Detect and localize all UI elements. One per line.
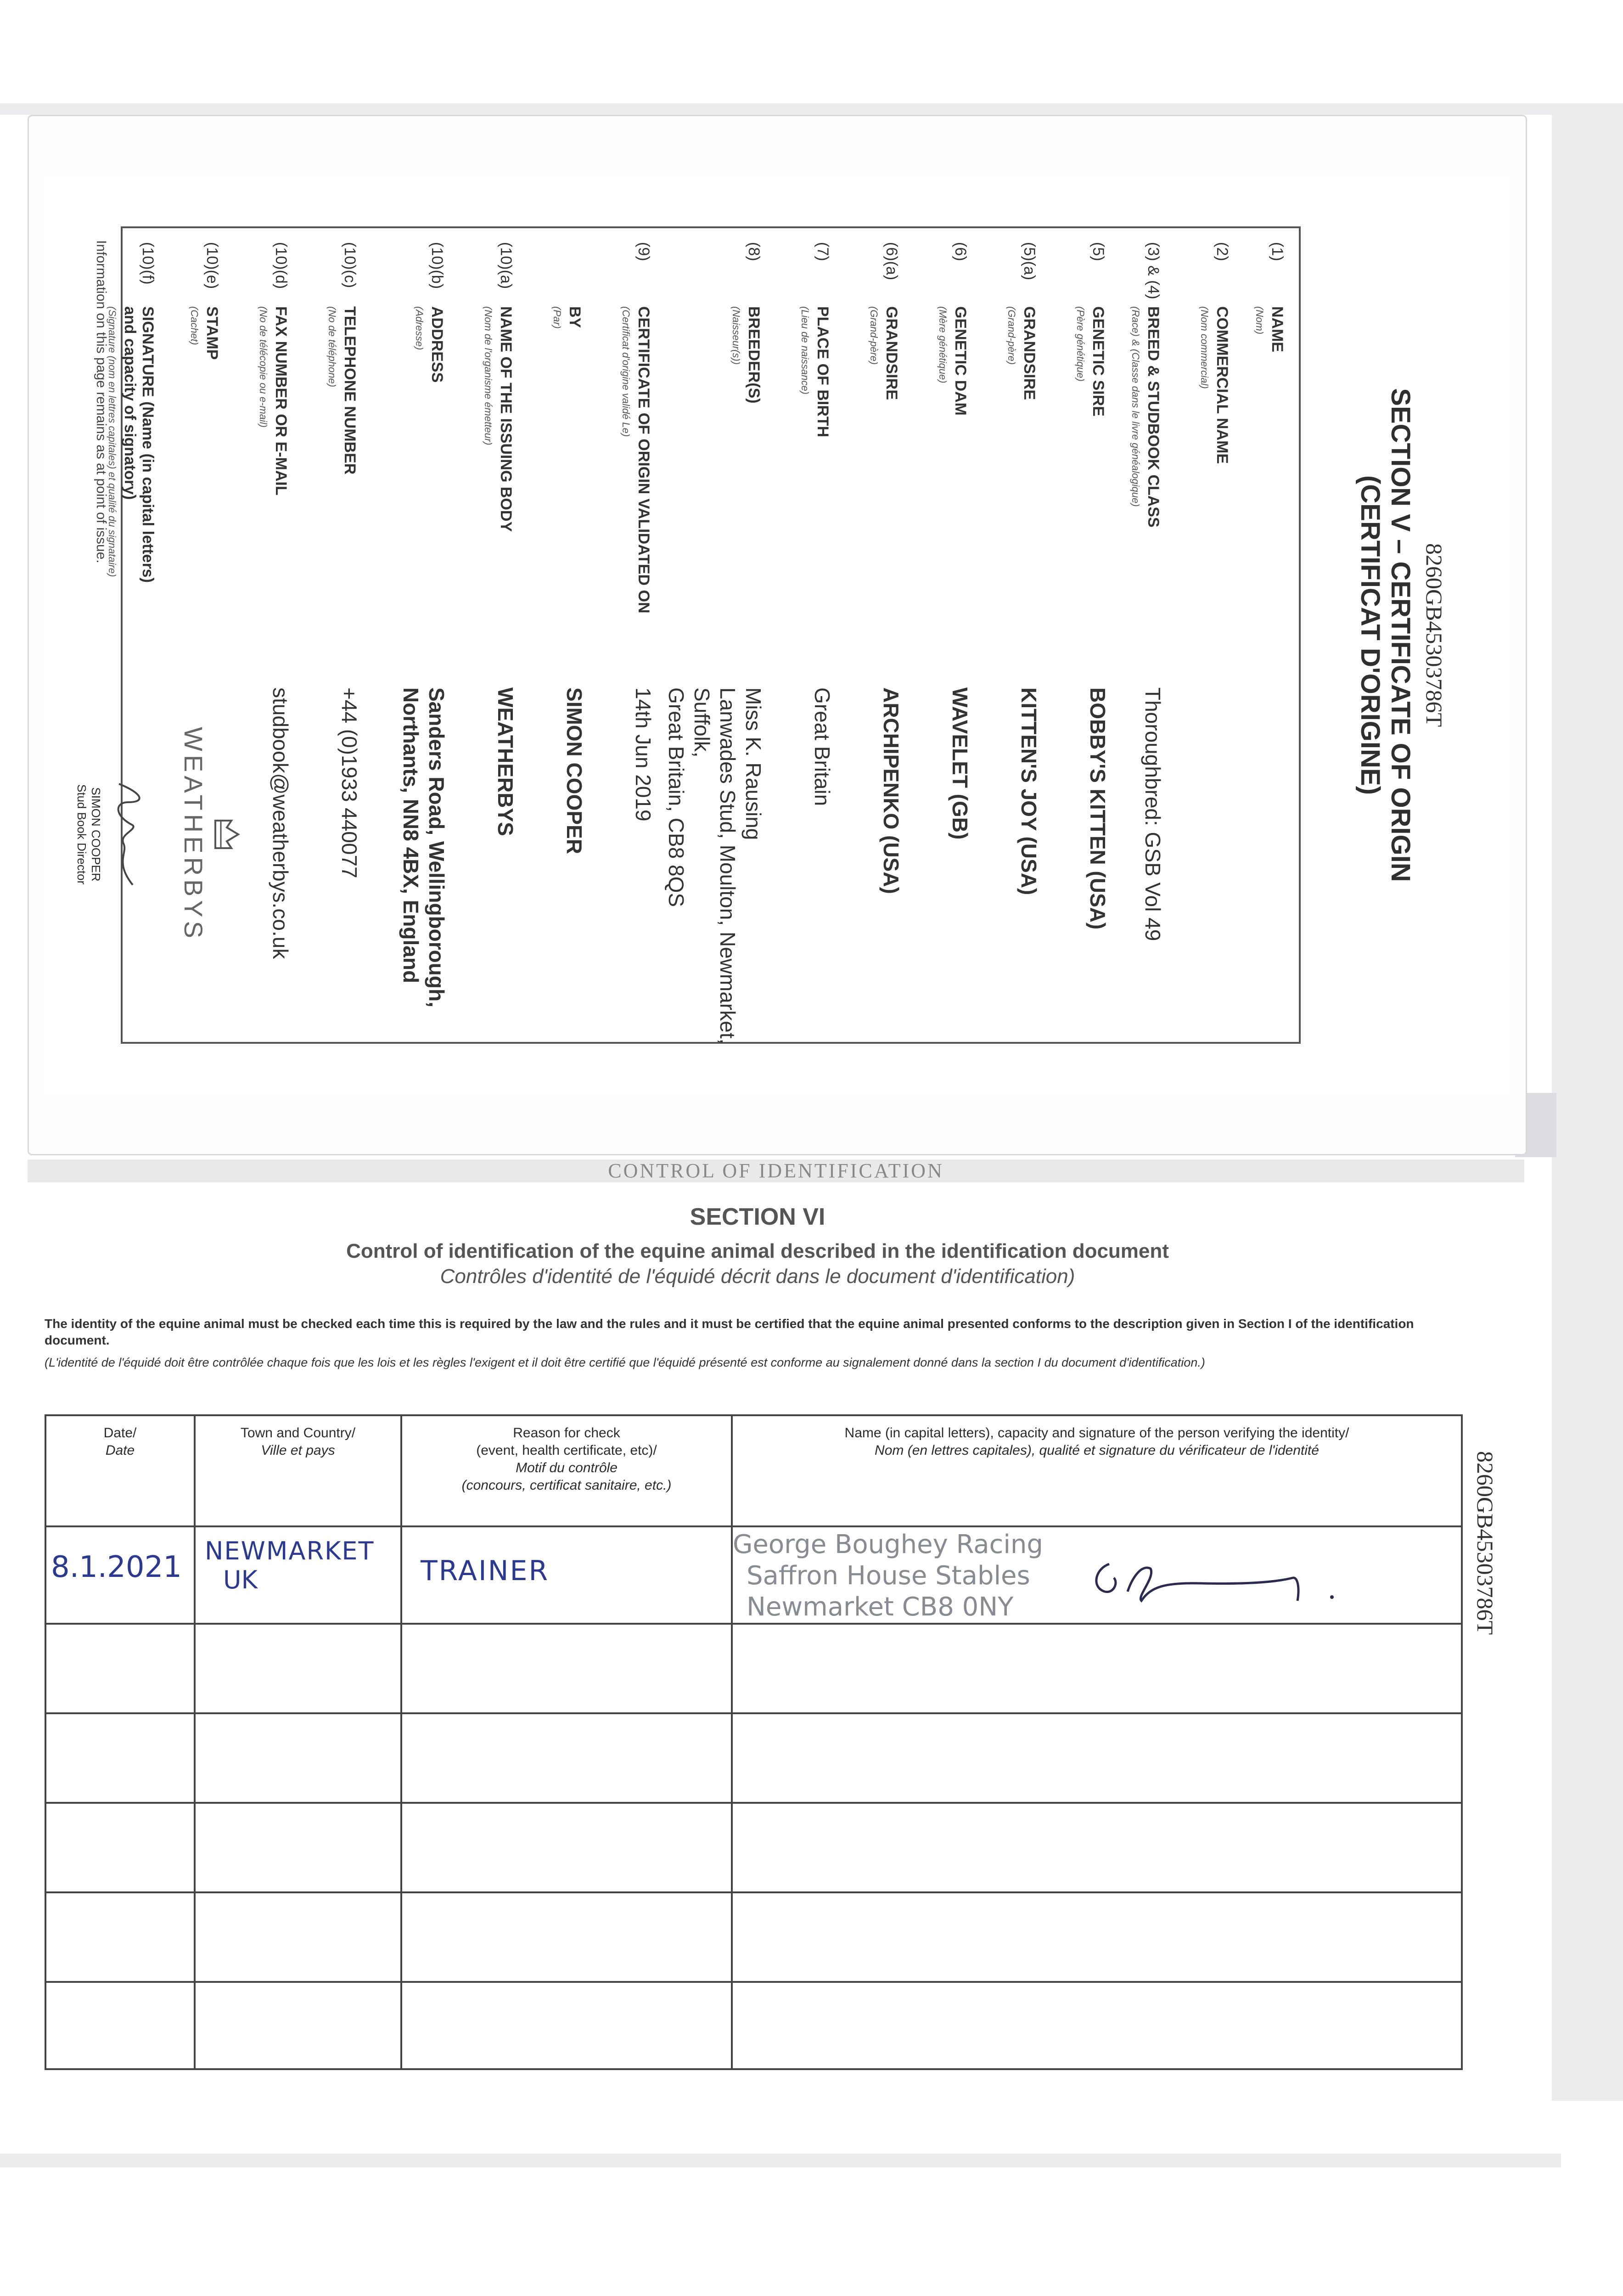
row-issuing-body: [468, 228, 518, 1042]
row-breeder: [664, 228, 766, 1045]
col-date: Date/ Date: [45, 1415, 195, 1526]
row-label: TELEPHONE NUMBER (No de téléphone): [326, 306, 359, 475]
row-name: [1239, 228, 1290, 1042]
section-vi-title: SECTION VI: [690, 1204, 826, 1230]
table-row: [45, 1892, 1462, 1982]
row-label: BREEDER(S) (Naisseur(s)): [730, 306, 763, 404]
row-value: +44 (0)1933 440077: [337, 687, 361, 878]
row-value: ARCHIPENKO (USA): [879, 687, 903, 894]
row-label: BREED & STUDBOOK CLASS (Race) & (Classe dans le livre généalogique): [1130, 306, 1162, 528]
scan-edge-top: [0, 103, 1623, 115]
row-label: NAME (Nom): [1254, 306, 1286, 353]
row-number: (5): [1089, 242, 1107, 261]
crest-icon: [211, 816, 243, 853]
row-number: (3) & (4): [1145, 242, 1162, 299]
row-label: GRANDSIRE (Grand-père): [868, 306, 900, 400]
row-validated-on: [606, 228, 656, 1042]
row-value: WEATHERBYS: [494, 687, 517, 836]
row-value: WAVELET (GB): [948, 687, 972, 840]
breeder-name: Miss K. Rausing: [741, 687, 765, 840]
row-address: [381, 228, 449, 1042]
section-v-title: [1355, 226, 1415, 1044]
row-genetic-dam: [922, 228, 973, 1042]
stamp-brand: WEATHERBYS: [179, 727, 208, 942]
row-number: (7): [814, 242, 831, 261]
verifier-signature: [1082, 1550, 1403, 1610]
row-grandsire-sire: [991, 228, 1042, 1042]
table-row: [45, 1713, 1462, 1803]
row-label: SIGNATURE (Name (in capital letters) and capacity of signatory) (Signature (nom en lettres capitales) et qualité du signataire): [107, 306, 157, 583]
verifier-stamp: George Boughey Racing Saffron House Stables Newmarket CB8 0NY: [733, 1530, 1043, 1622]
row-label: GENETIC SIRE (Père génétique): [1075, 306, 1107, 416]
row-by: [537, 228, 587, 1042]
row-number: (6): [952, 242, 969, 261]
row-number: (10)(a): [497, 242, 515, 289]
row-fax-email: [243, 228, 293, 1042]
row-label: STAMP (Cachet): [189, 306, 221, 360]
address-line-2: Northants, NN8 4BX, England: [399, 687, 423, 984]
document-id-top: 8260GB45303786T: [1421, 543, 1447, 727]
row-value: [398, 687, 449, 1046]
row-commercial-name: [1184, 228, 1235, 1042]
section-vi-heading: Control of identification of the equine animal described in the identification document: [346, 1240, 1169, 1262]
row-value: BOBBY'S KITTEN (USA): [1086, 687, 1110, 930]
entry-verifier: [732, 1526, 1462, 1624]
row-number: (2): [1213, 242, 1231, 261]
certificate-of-origin-page: [28, 115, 1527, 1155]
row-value: Great Britain: [810, 687, 834, 806]
control-band: CONTROL OF IDENTIFICATION: [28, 1159, 1524, 1182]
document-id-side: 8260GB45303786T: [1472, 1451, 1498, 1635]
section-vi-intro: The identity of the equine animal must be checked each time this is required by the law and the rules and it must be certified that the equine animal presented conforms to the description given in Section I of the identification document.: [45, 1317, 1414, 1347]
scan-edge-right: [1552, 103, 1623, 2101]
row-number: (1): [1269, 242, 1286, 261]
row-number: (5)(a): [1021, 242, 1038, 281]
row-breed: [1115, 228, 1166, 1042]
scan-edge-bottom: [0, 2154, 1561, 2167]
row-value: SIMON COOPER: [562, 687, 586, 854]
row-number: (10)(e): [203, 242, 221, 289]
section-vi-intro-fr: (L'identité de l'équidé doit être contrôlée chaque fois que les lois et les règles l'exigent et il doit être certifié que l'équidé présenté est conforme au signalement donné dans la section I du document d'identification.): [45, 1356, 1205, 1369]
row-number: (9): [635, 242, 652, 261]
row-value: 14th Jun 2019: [631, 687, 655, 822]
row-value: KITTEN'S JOY (USA): [1017, 687, 1041, 895]
row-label: GENETIC DAM (Mère génétique): [937, 306, 969, 416]
signature-scribble: [105, 775, 151, 894]
breeder-address-2: Great Britain, CB8 8QS: [664, 687, 688, 907]
row-number: (8): [745, 242, 763, 261]
row-grandsire-dam: [854, 228, 904, 1042]
row-number: (10)(f): [139, 242, 157, 285]
col-verifier: Name (in capital letters), capacity and signature of the person verifying the identity/ Nom (en lettres capitales), qualité et signature du vérificateur de l'identité: [732, 1415, 1462, 1526]
col-town: Town and Country/ Ville et pays: [195, 1415, 401, 1526]
table-row: [45, 1526, 1462, 1624]
row-label: NAME OF THE ISSUING BODY (Nom de l'organisme émetteur): [483, 306, 515, 532]
row-telephone: [312, 228, 362, 1042]
row-number: (10)(c): [341, 242, 359, 288]
table-row: [45, 1624, 1462, 1713]
row-number: (10)(b): [428, 242, 446, 289]
row-number: (10)(d): [272, 242, 290, 289]
row-label: COMMERCIAL NAME (Nom commercial): [1199, 306, 1231, 464]
footer-note: Information on this page remains as at point of issue.: [94, 240, 109, 563]
row-label: ADDRESS (Adresse): [414, 306, 446, 383]
signatory-name: SIMON COOPER: [89, 787, 103, 882]
row-value: studbook@weatherbys.co.uk: [269, 687, 292, 959]
control-table-header: [45, 1415, 1462, 1526]
table-row: [45, 1982, 1462, 2069]
row-genetic-sire: [1060, 228, 1111, 1042]
issuer-signature-block: [74, 687, 151, 981]
row-value: Thoroughbred: GSB Vol 49: [1141, 687, 1165, 941]
entry-reason: TRAINER: [401, 1526, 732, 1624]
address-line-1: Sanders Road, Wellingborough,: [425, 687, 449, 1007]
entry-date: 8.1.2021: [45, 1526, 195, 1624]
section-v-title-text: SECTION V – CERTIFICATE OF ORIGIN: [1386, 388, 1415, 882]
control-table: [45, 1414, 1463, 2070]
row-place-of-birth: [785, 228, 835, 1042]
row-value: [663, 687, 766, 1046]
section-v-rotated: [43, 176, 1512, 1094]
col-reason: Reason for check (event, health certificate, etc)/ Motif du contrôle (concours, certificat sanitaire, etc.): [401, 1415, 732, 1526]
row-number: (6)(a): [883, 242, 900, 281]
row-label: BY (Par): [551, 306, 584, 329]
row-label: GRANDSIRE (Grand-père): [1006, 306, 1038, 400]
row-label: FAX NUMBER OR E-MAIL (No de télécopie ou e-mail): [258, 306, 290, 495]
breeder-address-1: Lanwades Stud, Moulton, Newmarket, Suffolk,: [690, 687, 740, 1045]
section-vi-heading-fr: Contrôles d'identité de l'équidé décrit dans le document d'identification): [440, 1265, 1075, 1288]
row-label: CERTIFICATE OF ORIGIN VALIDATED ON (Certificat d'origine validé Le): [620, 306, 652, 613]
signatory-role: Stud Book Director: [75, 784, 89, 885]
row-label: PLACE OF BIRTH (Lieu de naissance): [799, 306, 831, 438]
table-row: [45, 1803, 1462, 1892]
section-v-subtitle: (CERTIFICAT D'ORIGINE): [1355, 475, 1385, 795]
weatherbys-stamp: [179, 687, 243, 981]
entry-town: NEWMARKET UK: [195, 1526, 401, 1624]
